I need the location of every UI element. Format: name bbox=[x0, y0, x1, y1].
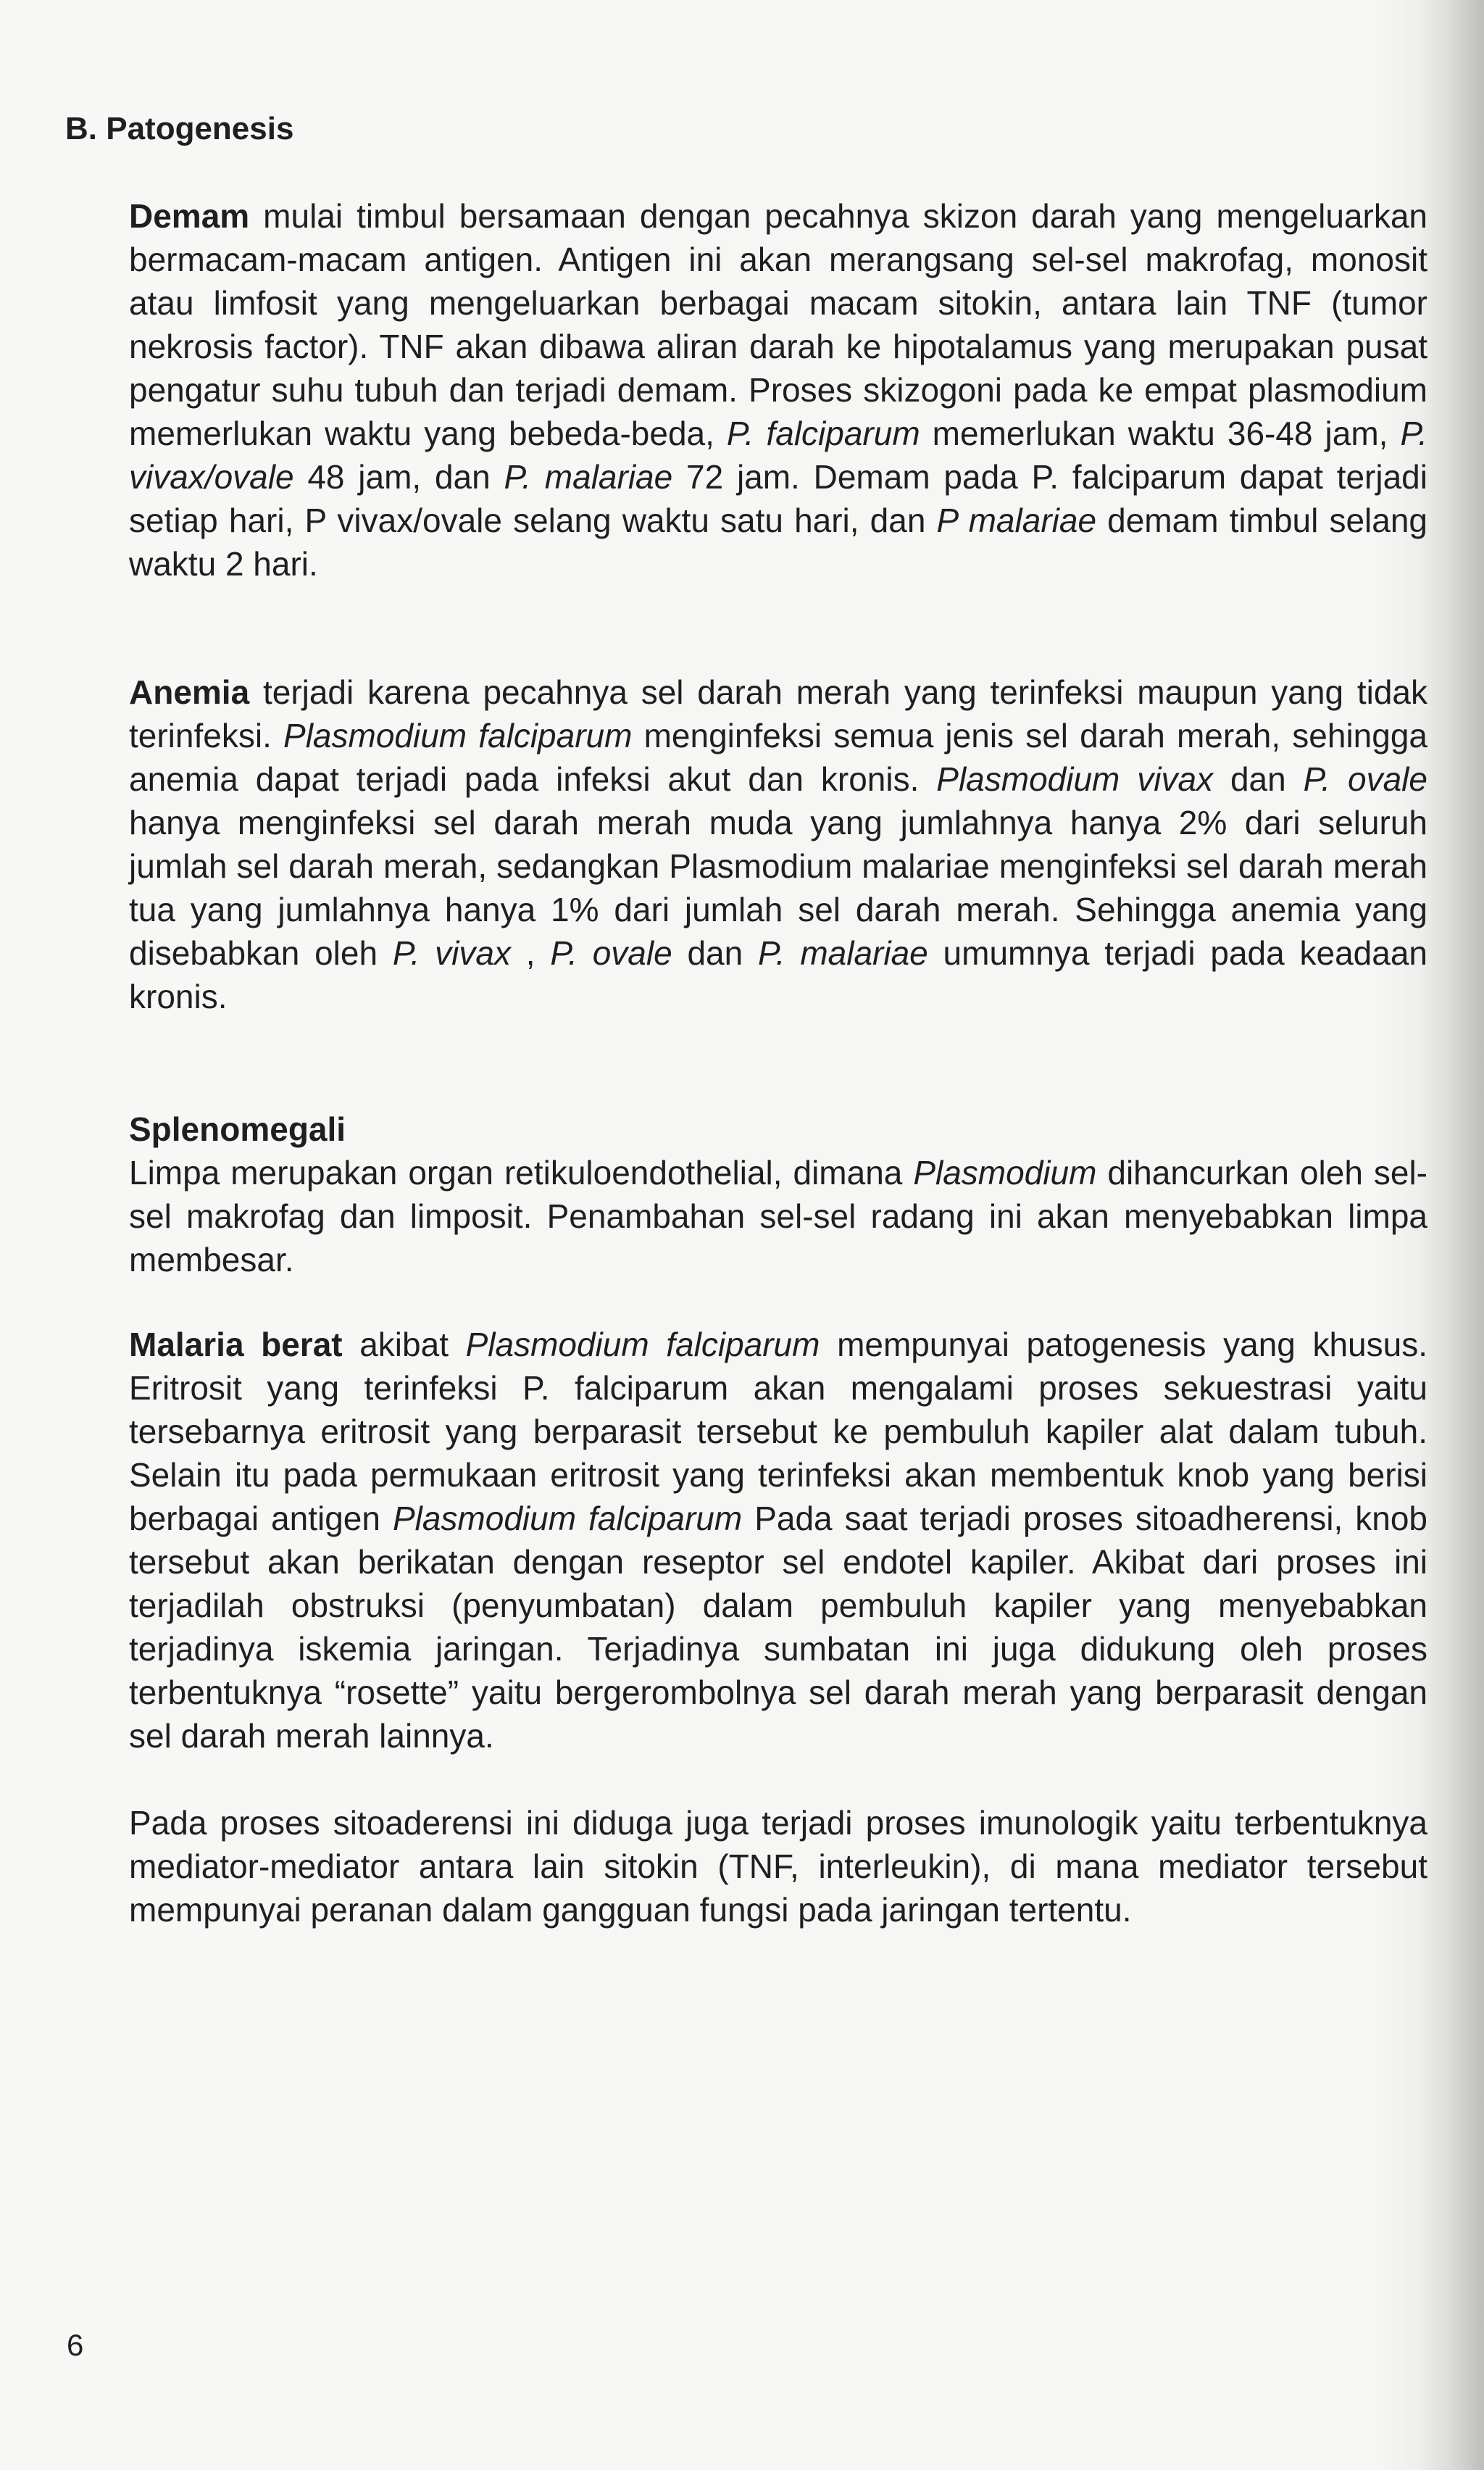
text-run: 48 jam, dan bbox=[293, 458, 504, 496]
paragraph-malaria-berat bbox=[129, 1323, 1427, 1758]
term-anemia: Anemia bbox=[129, 673, 250, 711]
text-run: akibat bbox=[342, 1326, 466, 1363]
italic-term: P. ovale bbox=[1303, 760, 1427, 798]
page-number: 6 bbox=[67, 2328, 84, 2362]
text-run: menginfeksi semua jenis sel darah merah, sehingga anemia dapat terjadi pada infeksi akut dan kronis. bbox=[129, 717, 1427, 798]
page-content bbox=[65, 0, 1428, 2470]
text-run: memerlukan waktu 36-48 jam, bbox=[920, 415, 1401, 452]
italic-term: Plasmodium bbox=[913, 1154, 1097, 1192]
italic-term: P malariae bbox=[936, 502, 1097, 539]
text-run: dihancurkan oleh sel-sel makrofag dan limposit. Penambahan sel-sel radang ini akan menyebabkan limpa membesar. bbox=[129, 1154, 1427, 1278]
text-run: terjadi karena pecahnya sel darah merah yang terinfeksi maupun yang tidak terinfeksi. bbox=[129, 673, 1427, 754]
italic-term: P. vivax/ovale bbox=[129, 415, 1427, 496]
subheading-splenomegali: Splenomegali bbox=[129, 1110, 346, 1148]
text-run: , bbox=[511, 934, 551, 972]
italic-term: P. malariae bbox=[504, 458, 673, 496]
text-run: umumnya terjadi pada keadaan kronis. bbox=[129, 934, 1428, 1015]
paragraph-anemia bbox=[129, 670, 1427, 1018]
term-malaria-berat: Malaria berat bbox=[129, 1326, 343, 1363]
italic-term: Plasmodium vivax bbox=[936, 760, 1214, 798]
text-run: Limpa merupakan organ retikuloendothelial, dimana bbox=[129, 1154, 914, 1192]
italic-term: P. falciparum bbox=[726, 415, 920, 452]
text-run: dan bbox=[672, 934, 759, 972]
text-run: mulai timbul bersamaan dengan pecahnya skizon darah yang mengeluarkan bermacam-macam antigen. Antigen ini akan merangsang sel-sel makrofag, monosit atau limfosit yang mengeluarkan berbagai macam sitokin, antara lain TNF (tumor nekrosis factor). TNF akan dibawa aliran darah ke hipotalamus yang merupakan pusat pengatur suhu tubuh dan terjadi demam. Proses skizogoni pada ke empat plasmodium memerlukan waktu yang bebeda-beda, bbox=[129, 197, 1427, 452]
text-run: Pada saat terjadi proses sitoadherensi, knob tersebut akan berikatan dengan reseptor sel endotel kapiler. Akibat dari proses ini terjadilah obstruksi (penyumbatan) dalam pembuluh kapiler yang menyebabkan terjadinya iskemia jaringan. Terjadinya sumbatan ini juga didukung oleh proses terbentuknya “rosette” yaitu bergerombolnya sel darah merah yang berparasit dengan sel darah merah lainnya. bbox=[129, 1500, 1428, 1755]
italic-term: Plasmodium falciparum bbox=[465, 1326, 820, 1363]
paragraph-splenomegali bbox=[129, 1107, 1427, 1281]
text-run: dan bbox=[1213, 760, 1304, 798]
text-run: 72 jam. Demam pada P. falciparum dapat terjadi setiap hari, P vivax/ovale selang waktu satu hari, dan bbox=[129, 458, 1427, 539]
italic-term: Plasmodium falciparum bbox=[283, 717, 633, 754]
text-run: mempunyai patogenesis yang khusus. Eritrosit yang terinfeksi P. falciparum akan mengalami proses sekuestrasi yaitu tersebarnya eritrosit yang berparasit tersebut ke pembuluh kapiler alat dalam tubuh. Selain itu pada permukaan eritrosit yang terinfeksi akan membentuk knob yang berisi berbagai antigen bbox=[129, 1326, 1428, 1537]
section-title: B. Patogenesis bbox=[65, 111, 294, 146]
italic-term: Plasmodium falciparum bbox=[392, 1500, 743, 1537]
paragraph-demam bbox=[129, 194, 1427, 586]
text-run: hanya menginfeksi sel darah merah muda yang jumlahnya hanya 2% dari seluruh jumlah sel darah merah, sedangkan Plasmodium malariae menginfeksi sel darah merah tua yang jumlahnya hanya 1% dari jumlah sel darah merah. Sehingga anemia yang disebabkan oleh bbox=[129, 804, 1427, 972]
italic-term: P. vivax bbox=[392, 934, 511, 972]
term-demam: Demam bbox=[129, 197, 250, 235]
italic-term: P. malariae bbox=[758, 934, 928, 972]
paragraph-sitoaderensi: Pada proses sitoaderensi ini diduga juga terjadi proses imunologik yaitu terbentuknya mediator-mediator antara lain sitokin (TNF, interleukin), di mana mediator tersebut mempunyai peranan dalam gangguan fungsi pada jaringan tertentu. bbox=[129, 1804, 1427, 1929]
italic-term: P. ovale bbox=[550, 934, 672, 972]
text-run: demam timbul selang waktu 2 hari. bbox=[129, 502, 1428, 583]
